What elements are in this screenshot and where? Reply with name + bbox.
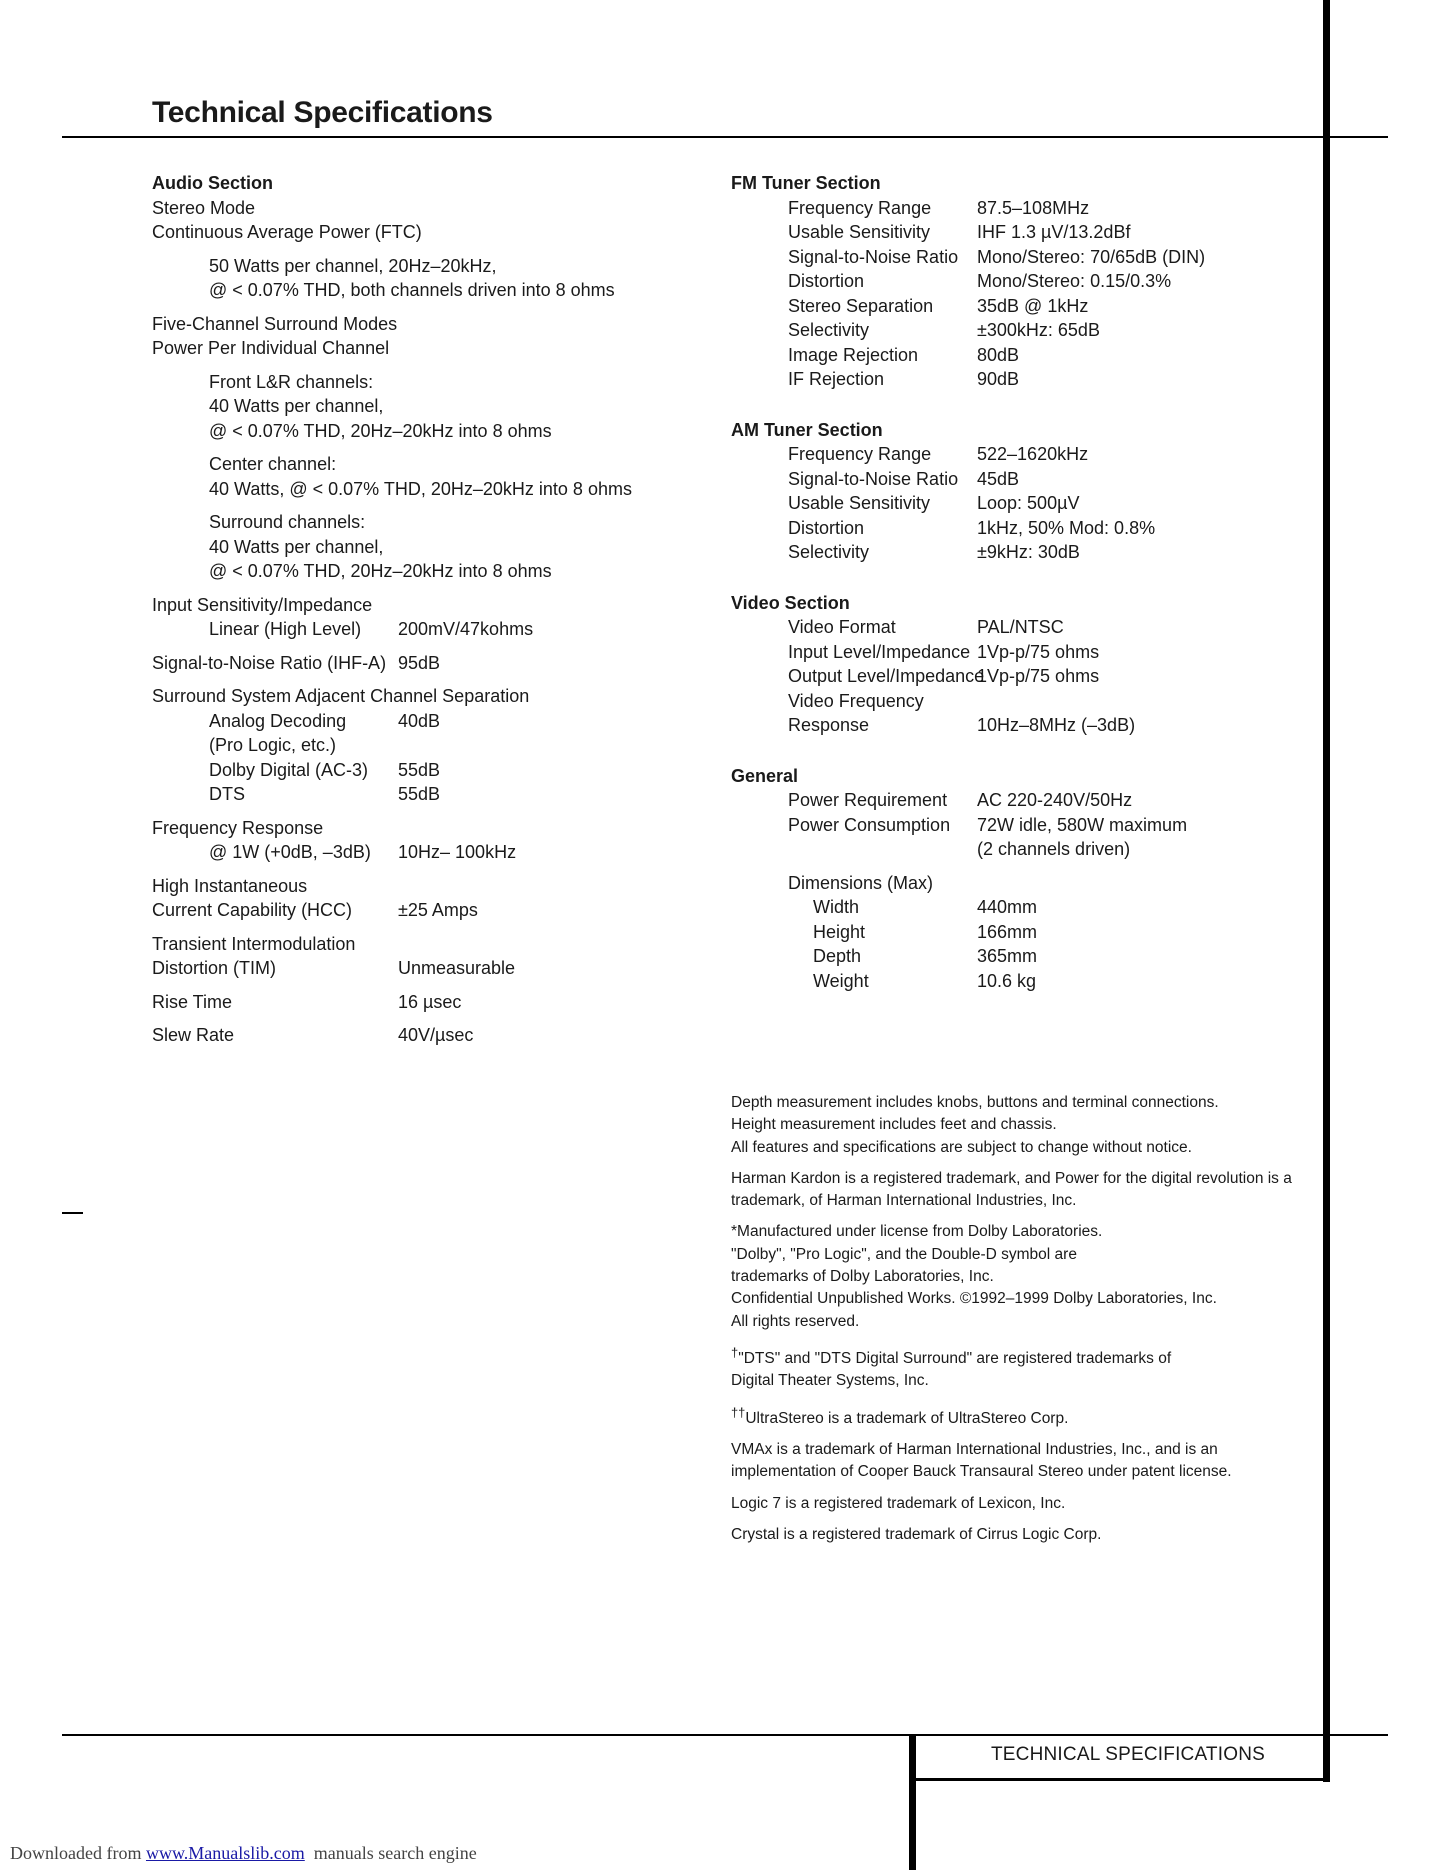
spec-row: [731, 689, 1311, 714]
spec-value: (2 channels driven): [977, 839, 1131, 859]
input-sensitivity-heading: Input Sensitivity/Impedance: [152, 594, 373, 615]
spec-value: 10.6 kg: [977, 970, 1037, 991]
spec-label: Dolby Digital (AC-3): [209, 759, 369, 780]
spec-row: [731, 269, 1311, 294]
spec-label: Input Level/Impedance: [788, 641, 971, 662]
spec-row: [152, 709, 712, 734]
spec-label: Linear (High Level): [209, 619, 362, 639]
spec-label: Rise Time: [152, 991, 233, 1012]
spec-value: 80dB: [977, 344, 1020, 365]
freq-response-heading: Frequency Response: [152, 817, 324, 838]
dimension-rows: [731, 895, 1311, 993]
center-line1: Center channel:: [209, 454, 337, 474]
note-text: Crystal is a registered trademark of Cirrus Logic Corp.: [731, 1526, 1102, 1544]
spec-value: ±300kHz: 65dB: [977, 320, 1100, 340]
front-line1: Front L&R channels:: [209, 371, 374, 392]
spec-label: Signal-to-Noise Ratio (IHF-A): [152, 652, 387, 673]
note-text: VMAx is a trademark of Harman International Industries, Inc., and is an: [731, 1441, 1218, 1459]
footer-rule: [62, 1734, 1388, 1736]
fm-rows: [731, 196, 1311, 392]
spec-label: Image Rejection: [788, 344, 919, 365]
spec-row: [152, 617, 712, 642]
spec-row: [731, 664, 1311, 689]
spec-label: Power Requirement: [788, 790, 948, 810]
spec-label: Analog Decoding: [209, 710, 347, 731]
spec-row: [731, 944, 1311, 969]
spec-label: Current Capability (HCC): [152, 900, 353, 920]
spec-value: 10Hz–8MHz (–3dB): [977, 715, 1136, 735]
footer-box-bottom-rule: [909, 1778, 1330, 1781]
spec-row: [731, 640, 1311, 665]
spec-value: 440mm: [977, 897, 1038, 917]
spec-label: Selectivity: [788, 542, 870, 562]
stereo-mode: Stereo Mode: [152, 197, 256, 218]
spec-row: [731, 713, 1311, 738]
note-text: Confidential Unpublished Works. ©1992–1999 Dolby Laboratories, Inc.: [731, 1290, 1217, 1308]
spec-value: ±9kHz: 30dB: [977, 542, 1080, 562]
spec-label: Frequency Range: [788, 444, 932, 464]
spec-row: [731, 895, 1311, 920]
front-line2: 40 Watts per channel,: [209, 396, 384, 416]
surround-line3: @ < 0.07% THD, 20Hz–20kHz into 8 ohms: [209, 561, 552, 581]
spec-row: [731, 837, 1311, 862]
spec-label: Video Frequency: [788, 690, 924, 711]
footer-section-label: TECHNICAL SPECIFICATIONS: [990, 1744, 1265, 1765]
page-title: Technical Specifications: [152, 96, 493, 129]
spec-row: [731, 196, 1311, 221]
spec-value: ±25 Amps: [398, 900, 478, 920]
spec-label: Usable Sensitivity: [788, 222, 931, 242]
video-rows: [731, 615, 1311, 738]
dimensions-heading: Dimensions (Max): [788, 872, 934, 893]
note-text: All features and specifications are subject to change without notice.: [731, 1138, 1192, 1156]
footnotes: [731, 1092, 1291, 1555]
spec-row: [731, 788, 1311, 813]
five-channel-heading: Five-Channel Surround Modes: [152, 313, 398, 334]
right-edge-bar: [1323, 0, 1330, 1782]
spec-label: Selectivity: [788, 320, 870, 340]
note-text: Digital Theater Systems, Inc.: [731, 1372, 929, 1390]
spec-row: [731, 318, 1311, 343]
audio-section: [152, 171, 712, 1048]
spec-value: 16 µsec: [398, 991, 462, 1012]
note-text: "Dolby", "Pro Logic", and the Double-D symbol are: [731, 1245, 1077, 1263]
spec-label: Usable Sensitivity: [788, 493, 931, 513]
note-text: Depth measurement includes knobs, buttons and terminal connections.: [731, 1094, 1219, 1111]
note-text: UltraStereo is a trademark of UltraStereo Corp.: [745, 1409, 1069, 1427]
spec-row: [731, 540, 1311, 565]
spec-label: Video Format: [788, 617, 896, 637]
spec-row: [731, 442, 1311, 467]
front-line3: @ < 0.07% THD, 20Hz–20kHz into 8 ohms: [209, 420, 552, 441]
spec-value: 200mV/47kohms: [398, 619, 534, 639]
note-text: Height measurement includes feet and chassis.: [731, 1116, 1057, 1134]
note-text: implementation of Cooper Bauck Transaural Stereo under patent license.: [731, 1463, 1232, 1481]
spec-label: Slew Rate: [152, 1025, 235, 1045]
spec-row: [152, 840, 712, 865]
spec-value: IHF 1.3 µV/13.2dBf: [977, 222, 1131, 242]
spec-label: Frequency Range: [788, 197, 932, 218]
tim-line1: Transient Intermodulation: [152, 933, 356, 954]
spec-value: AC 220-240V/50Hz: [977, 790, 1133, 810]
spec-row: [731, 615, 1311, 640]
cont-power-line1: 50 Watts per channel, 20Hz–20kHz,: [209, 255, 497, 276]
spec-row: [152, 1023, 712, 1048]
spec-value: Unmeasurable: [398, 958, 516, 978]
note-text: trademark, of Harman International Industries, Inc.: [731, 1192, 1077, 1210]
title-rule: [62, 136, 1388, 138]
spec-row: [731, 245, 1311, 270]
spec-row: [731, 813, 1311, 838]
download-prefix: Downloaded from: [10, 1843, 142, 1863]
fm-heading: FM Tuner Section: [731, 173, 881, 193]
spec-row: [731, 294, 1311, 319]
manualslib-link[interactable]: www.Manualslib.com: [145, 1843, 305, 1863]
video-heading: Video Section: [731, 592, 850, 613]
spec-value: 45dB: [977, 468, 1020, 489]
spec-value: 87.5–108MHz: [977, 197, 1090, 218]
spec-label: Power Consumption: [788, 814, 951, 835]
spec-value: 90dB: [977, 369, 1020, 389]
spec-label: Response: [788, 715, 870, 735]
surround-line2: 40 Watts per channel,: [209, 536, 384, 557]
spec-value: 1Vp-p/75 ohms: [977, 641, 1100, 662]
analog-sub: (Pro Logic, etc.): [209, 735, 337, 755]
spec-row: [731, 516, 1311, 541]
right-specs: [731, 171, 1311, 993]
cont-power: Continuous Average Power (FTC): [152, 222, 422, 242]
spec-row: [731, 343, 1311, 368]
cont-power-line2: @ < 0.07% THD, both channels driven into 8 ohms: [209, 280, 615, 300]
spec-label: Signal-to-Noise Ratio: [788, 246, 959, 267]
spec-value: PAL/NTSC: [977, 617, 1064, 637]
spec-label: Distortion (TIM): [152, 958, 277, 978]
spec-value: 166mm: [977, 921, 1038, 942]
spec-label: Width: [813, 897, 860, 917]
spec-value: 72W idle, 580W maximum: [977, 814, 1188, 835]
spec-label: Output Level/Impedance: [788, 666, 985, 686]
note-text: Harman Kardon is a registered trademark, and Power for the digital revolution is a: [731, 1169, 1292, 1187]
spec-row: [731, 920, 1311, 945]
download-suffix: manuals search engine: [313, 1843, 477, 1863]
spec-value: 1Vp-p/75 ohms: [977, 666, 1100, 686]
spec-value: 55dB: [398, 784, 441, 804]
spec-label: Distortion: [788, 271, 865, 291]
center-line2: 40 Watts, @ < 0.07% THD, 20Hz–20kHz into 8 ohms: [209, 478, 632, 499]
note-text: "DTS" and "DTS Digital Surround" are registered trademarks of: [738, 1350, 1172, 1368]
spec-value: 522–1620kHz: [977, 444, 1089, 464]
dagger-mark: †: [731, 1344, 739, 1360]
spec-value: 55dB: [398, 759, 441, 780]
note-text: Logic 7 is a registered trademark of Lexicon, Inc.: [731, 1494, 1066, 1512]
spec-label: Weight: [813, 970, 869, 991]
spec-row: [731, 367, 1311, 392]
footer-divider-bar: [909, 1735, 916, 1870]
spec-row: [731, 220, 1311, 245]
note-text: All rights reserved.: [731, 1312, 860, 1330]
spec-row: [152, 758, 712, 783]
hcc-line1: High Instantaneous: [152, 875, 308, 896]
audio-heading: Audio Section: [152, 173, 273, 193]
spec-label: @ 1W (+0dB, –3dB): [209, 842, 371, 862]
spec-label: Signal-to-Noise Ratio: [788, 468, 959, 489]
spec-label: DTS: [209, 784, 245, 804]
general-heading: General: [731, 765, 799, 786]
note-text: *Manufactured under license from Dolby Laboratories.: [731, 1223, 1103, 1241]
spec-value: 10Hz– 100kHz: [398, 842, 517, 862]
spec-value: Loop: 500µV: [977, 493, 1080, 513]
am-rows: [731, 442, 1311, 565]
spec-row: [152, 956, 712, 981]
spec-row: [152, 990, 712, 1015]
spec-value: 40V/µsec: [398, 1025, 474, 1045]
spec-label: IF Rejection: [788, 369, 885, 389]
spec-value: 40dB: [398, 710, 441, 731]
spec-row: [152, 898, 712, 923]
spec-row: [152, 782, 712, 807]
spec-value: 365mm: [977, 946, 1038, 966]
note-text: trademarks of Dolby Laboratories, Inc.: [731, 1268, 994, 1286]
spec-row: [731, 467, 1311, 492]
power-per-channel: Power Per Individual Channel: [152, 338, 390, 358]
spec-value: 1kHz, 50% Mod: 0.8%: [977, 517, 1156, 538]
separation-heading: Surround System Adjacent Channel Separation: [152, 686, 530, 706]
spec-value: 95dB: [398, 652, 441, 673]
margin-tick: [62, 1212, 83, 1214]
spec-value: Mono/Stereo: 70/65dB (DIN): [977, 246, 1206, 267]
spec-label: Distortion: [788, 517, 865, 538]
spec-row: [731, 491, 1311, 516]
spec-value: 35dB @ 1kHz: [977, 295, 1089, 316]
spec-row: [731, 969, 1311, 994]
spec-label: Depth: [813, 946, 862, 966]
spec-label: Stereo Separation: [788, 295, 934, 316]
spec-row: [152, 651, 712, 676]
double-dagger-mark: ††: [731, 1404, 746, 1420]
spec-value: Mono/Stereo: 0.15/0.3%: [977, 271, 1172, 291]
download-credit: [10, 1843, 477, 1864]
am-heading: AM Tuner Section: [731, 419, 883, 440]
surround-line1: Surround channels:: [209, 512, 366, 532]
spec-label: Height: [813, 921, 866, 942]
